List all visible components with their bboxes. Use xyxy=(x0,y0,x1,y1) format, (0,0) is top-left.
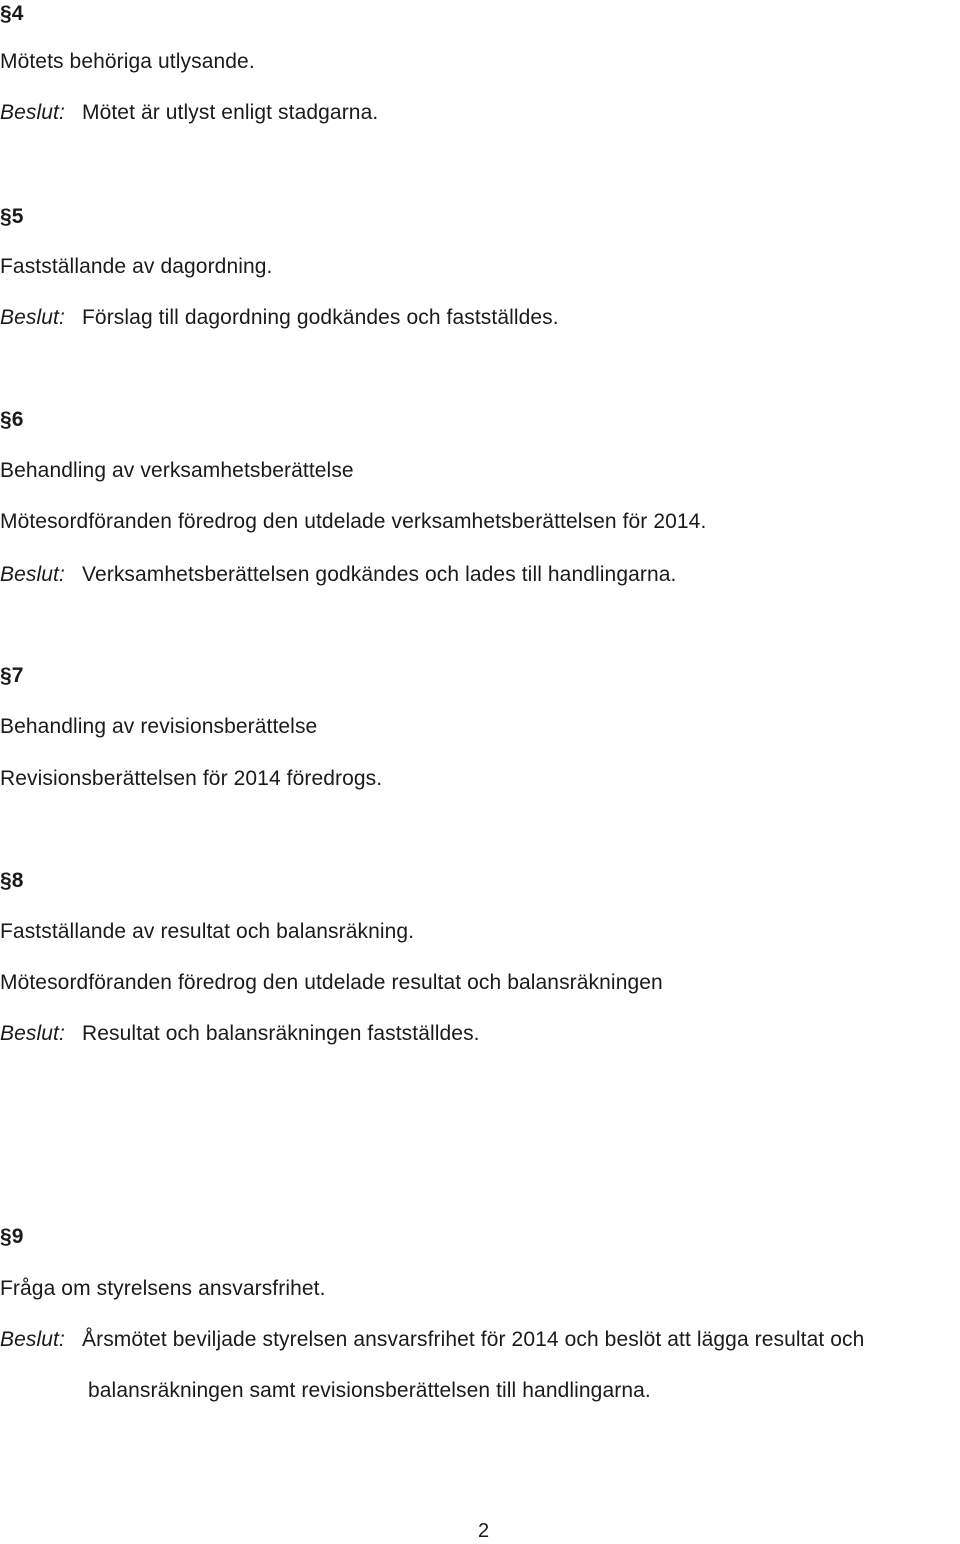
section-5-heading: §5 xyxy=(0,205,24,228)
section-6-heading: §6 xyxy=(0,408,24,431)
section-9-heading: §9 xyxy=(0,1225,24,1248)
decision-label: Beslut: xyxy=(0,563,65,586)
section-6-body: Mötesordföranden föredrog den utdelade verksamhetsberättelsen för 2014. xyxy=(0,510,707,533)
section-5-decision xyxy=(0,304,559,332)
decision-label: Beslut: xyxy=(0,1328,65,1351)
decision-label: Beslut: xyxy=(0,306,65,329)
section-9-decision xyxy=(0,1326,864,1354)
section-6-decision xyxy=(0,561,676,589)
section-9-decision-continuation: balansräkningen samt revisionsberättelsen till handlingarna. xyxy=(88,1379,651,1402)
section-8-body: Mötesordföranden föredrog den utdelade resultat och balansräkningen xyxy=(0,971,663,994)
decision-text: Resultat och balansräkningen fastställdes. xyxy=(82,1022,480,1045)
decision-label: Beslut: xyxy=(0,101,65,124)
section-8-title: Fastställande av resultat och balansräkning. xyxy=(0,920,415,943)
section-7-body: Revisionsberättelsen för 2014 föredrogs. xyxy=(0,767,383,790)
section-7-title: Behandling av revisionsberättelse xyxy=(0,715,318,738)
section-4-title: Mötets behöriga utlysande. xyxy=(0,50,255,73)
decision-text: Årsmötet beviljade styrelsen ansvarsfrihet för 2014 och beslöt att lägga resultat och xyxy=(82,1328,865,1351)
decision-label: Beslut: xyxy=(0,1022,65,1045)
decision-text: Mötet är utlyst enligt stadgarna. xyxy=(82,101,379,124)
section-5-title: Fastställande av dagordning. xyxy=(0,255,273,278)
section-9-title: Fråga om styrelsens ansvarsfrihet. xyxy=(0,1277,326,1300)
page-number: 2 xyxy=(478,1520,490,1542)
decision-text: Förslag till dagordning godkändes och fastställdes. xyxy=(82,306,559,329)
section-4-decision xyxy=(0,99,378,127)
section-6-title: Behandling av verksamhetsberättelse xyxy=(0,459,354,482)
section-4-heading: §4 xyxy=(0,2,24,25)
section-7-heading: §7 xyxy=(0,664,24,687)
decision-text: Verksamhetsberättelsen godkändes och lades till handlingarna. xyxy=(82,563,677,586)
section-8-heading: §8 xyxy=(0,869,24,892)
section-8-decision xyxy=(0,1020,480,1048)
